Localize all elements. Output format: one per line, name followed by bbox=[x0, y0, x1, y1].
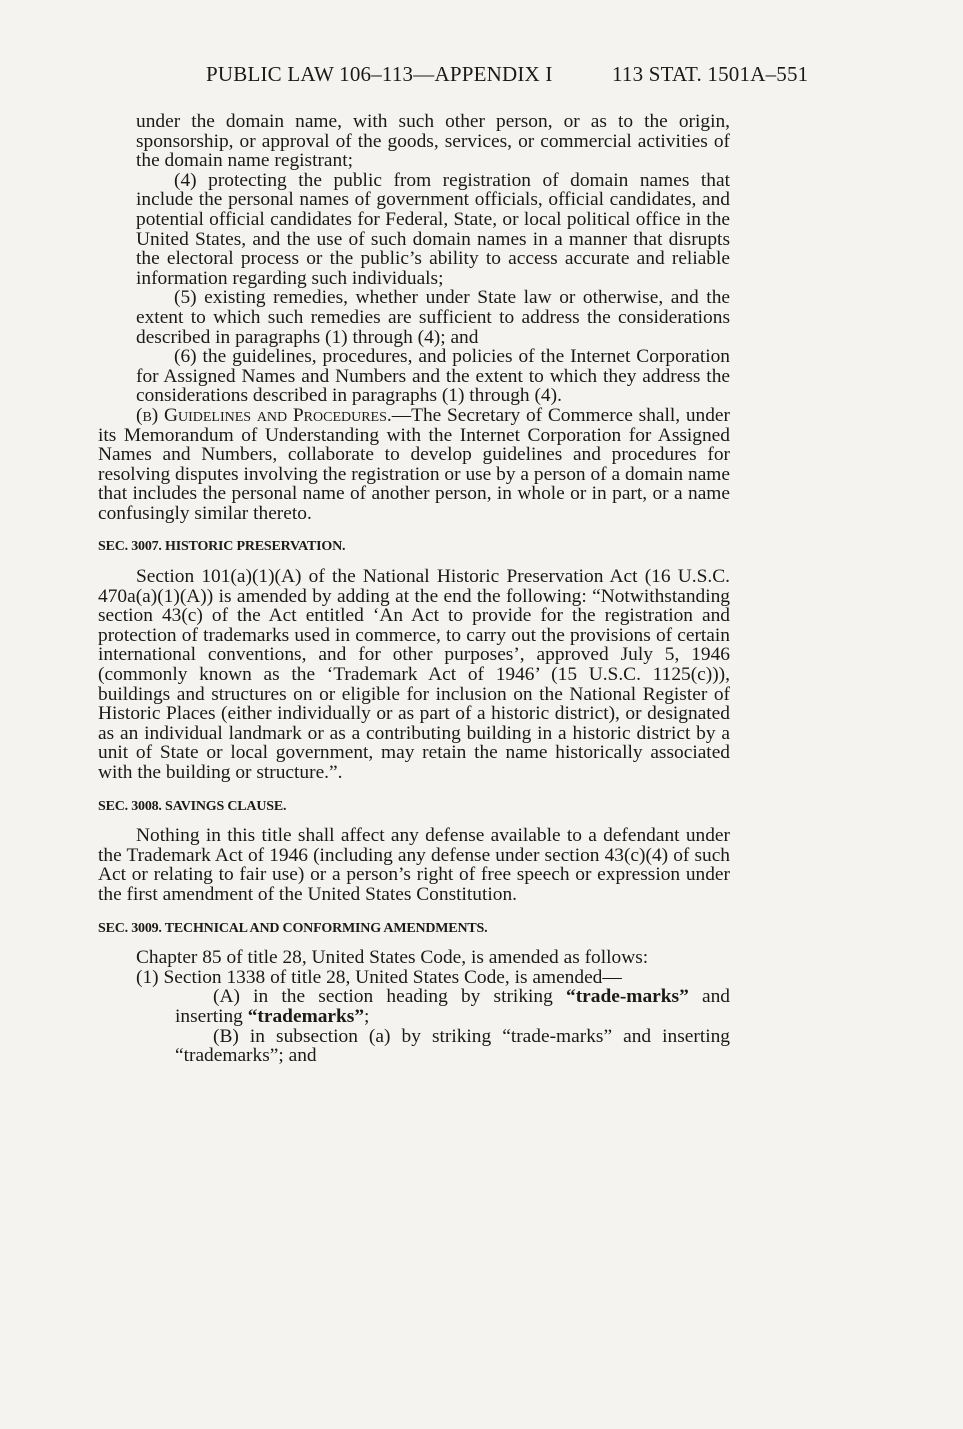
section-3008-text: Nothing in this title shall affect any defense available to a defendant under the Trademark Act of 1946 (including any defense under section 43(c)(4) of such Act or relating to fair use) or a person’s right of free speech or expression under the first amendment of the United States Constitution. bbox=[98, 825, 730, 905]
section-3009-text: Chapter 85 of title 28, United States Code, is amended as follows: bbox=[136, 947, 649, 969]
section-3009-heading: SEC. 3009. TECHNICAL AND CONFORMING AMENDMENTS. bbox=[98, 920, 488, 936]
paragraph-4-text: (4) protecting the public from registration of domain names that include the personal names of government officials, official candidates, and potential official candidates for Federal, State, or local political office in the United States, and the use of such domain names in a manner that disrupts the electoral process or the public’s ability to access accurate and reliable information regarding such individuals; bbox=[136, 169, 730, 289]
section-3009-item-1-text: (1) Section 1338 of title 28, United States Code, is amended— bbox=[136, 966, 622, 988]
item-a-mid: and inserting bbox=[175, 986, 730, 1027]
paragraph-5: (5) existing remedies, whether under State law or otherwise, and the extent to which such remedies are sufficient to address the considerations described in paragraphs (1) through (4); and bbox=[136, 287, 730, 348]
header-law-title: PUBLIC LAW 106–113—APPENDIX I bbox=[206, 62, 553, 86]
subsection-b bbox=[98, 406, 730, 524]
section-3007-heading: SEC. 3007. HISTORIC PRESERVATION. bbox=[98, 539, 346, 555]
section-3009-item-1 bbox=[98, 968, 730, 988]
section-3007-text: Section 101(a)(1)(A) of the National Historic Preservation Act (16 U.S.C. 470a(a)(1)(A)) is amended by adding at the end the following: “Notwithstanding section 43(c) of the Act entitled ‘An Act to provide for the registration and protection of trademarks used in commerce, to carry out the provisions of certain international conventions, and for other purposes’, approved July 5, 1946 (commonly known as the ‘Trademark Act of 1946’ (15 U.S.C. 1125(c))), buildings and structures on or eligible for inclusion on the National Register of Historic Places (either individually or as part of a historic district), or designated as an individual landmark or as a contributing building in a historic district by a unit of State or local government, may retain the name historically associated with the building or structure.”. bbox=[98, 566, 730, 783]
subsection-b-text: —The Secretary of Commerce shall, under its Memorandum of Understanding with the Internet Corporation for Assigned Names and Numbers, collaborate to develop guidelines and procedures for resolving disputes involving the registration or use by a person of a domain name that includes the personal name of another person, in whole or in part, or a name confusingly similar thereto. bbox=[98, 404, 730, 524]
item-a-pre: (A) in the section heading by striking bbox=[213, 986, 566, 1008]
document-body bbox=[98, 112, 730, 1066]
item-a-bold-2: “trademarks” bbox=[247, 1005, 365, 1027]
paragraph-4 bbox=[98, 171, 730, 289]
section-3009-item-a bbox=[98, 987, 730, 1026]
subsection-b-label: (b) Guidelines and Procedures. bbox=[136, 404, 392, 426]
paragraph-continuation: under the domain name, with such other person, or as to the origin, sponsorship, or approval of the goods, services, or commercial activities of the domain name registrant; bbox=[136, 111, 730, 172]
paragraph-6: (6) the guidelines, procedures, and policies of the Internet Corporation for Assigned Names and Numbers and the extent to which they address the considerations described in paragraphs (1) through (4). bbox=[136, 346, 730, 407]
section-3009-item-b: (B) in subsection (a) by striking “trade-marks” and inserting “trademarks”; and bbox=[175, 1025, 730, 1067]
item-a-post: ; bbox=[364, 1005, 370, 1027]
header-statute-page: 113 STAT. 1501A–551 bbox=[612, 62, 809, 86]
item-a-bold-1: “trade-marks” bbox=[566, 986, 689, 1008]
section-3008-heading: SEC. 3008. SAVINGS CLAUSE. bbox=[98, 798, 287, 814]
